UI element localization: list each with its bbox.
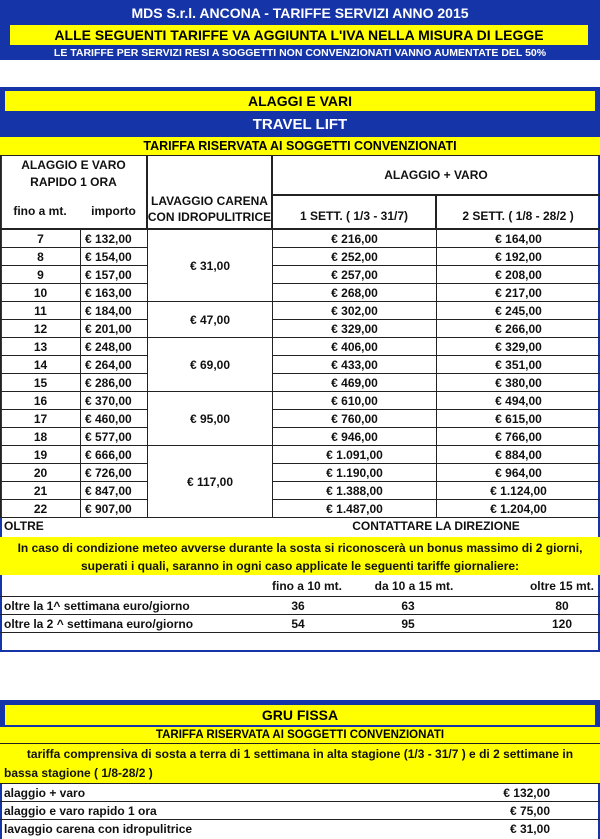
wash-price-cell: € 95,00 <box>148 392 273 446</box>
rapid-price-cell: € 248,00 <box>81 338 148 356</box>
sett2-price-cell: € 266,00 <box>437 320 600 338</box>
table-row <box>1 482 600 500</box>
sett2-price-cell: € 245,00 <box>437 302 600 320</box>
table-row <box>1 392 600 410</box>
length-cell: 20 <box>1 464 81 482</box>
length-cell: 8 <box>1 248 81 266</box>
table-row <box>1 230 600 248</box>
sett2-price-cell: € 964,00 <box>437 464 600 482</box>
daily-row-week1-value-10: 36 <box>291 598 305 613</box>
daily-row-week1-value-over: 80 <box>555 598 569 613</box>
sett1-price-cell: € 1.487,00 <box>273 500 437 518</box>
daily-row-week2-value-over: 120 <box>551 616 573 631</box>
sett1-price-cell: € 469,00 <box>273 374 437 392</box>
sett2-price-cell: € 615,00 <box>437 410 600 428</box>
oltre-contact-text: CONTATTARE LA DIREZIONE <box>352 519 520 533</box>
rapid-price-cell: € 163,00 <box>81 284 148 302</box>
length-cell: 16 <box>1 392 81 410</box>
amount-header: importo <box>91 204 136 218</box>
sett2-price-cell: € 380,00 <box>437 374 600 392</box>
daily-header-over-15: oltre 15 mt. <box>529 579 594 593</box>
table-row <box>1 410 600 428</box>
sett2-price-cell: € 192,00 <box>437 248 600 266</box>
wash-price-cell: € 47,00 <box>148 302 273 338</box>
sett1-price-cell: € 302,00 <box>273 302 437 320</box>
gru-note-line1: tariffa comprensiva di sosta a terra di 1 settimana in alta stagione (1/3 - 31/7 ) e di 2 settimane in <box>26 747 574 761</box>
sett2-price-cell: € 494,00 <box>437 392 600 410</box>
sett1-price-cell: € 406,00 <box>273 338 437 356</box>
rapid-price-cell: € 132,00 <box>81 230 148 248</box>
rapid-price-cell: € 577,00 <box>81 428 148 446</box>
rapid-price-cell: € 264,00 <box>81 356 148 374</box>
sett1-price-cell: € 257,00 <box>273 266 437 284</box>
gru-item-price: € 132,00 <box>503 785 550 800</box>
rapid-header-line1: ALAGGIO E VARO <box>21 158 126 172</box>
page-title: MDS S.r.l. ANCONA - TARIFFE SERVIZI ANNO 2015 <box>131 5 469 21</box>
gru-item-label: lavaggio carena con idropulitrice <box>4 821 193 836</box>
table-row <box>1 464 600 482</box>
table-row <box>1 284 600 302</box>
table-row <box>1 266 600 284</box>
table-row <box>1 428 600 446</box>
rapid-price-cell: € 847,00 <box>81 482 148 500</box>
sett2-price-cell: € 217,00 <box>437 284 600 302</box>
length-cell: 12 <box>1 320 81 338</box>
wash-price-cell: € 117,00 <box>148 446 273 518</box>
rapid-price-cell: € 370,00 <box>81 392 148 410</box>
rapid-price-cell: € 154,00 <box>81 248 148 266</box>
sett1-header: 1 SETT. ( 1/3 - 31/7) <box>272 195 436 229</box>
gru-note-line2: bassa stagione ( 1/8-28/2 ) <box>4 766 153 780</box>
daily-row-week2-label: oltre la 2 ^ settimana euro/giorno <box>4 616 194 631</box>
rapid-price-cell: € 907,00 <box>81 500 148 518</box>
gru-item-price: € 75,00 <box>509 803 550 818</box>
length-cell: 9 <box>1 266 81 284</box>
length-cell: 17 <box>1 410 81 428</box>
sett2-price-cell: € 1.204,00 <box>437 500 600 518</box>
sett1-price-cell: € 216,00 <box>273 230 437 248</box>
tariff-table <box>0 229 600 518</box>
sett1-price-cell: € 760,00 <box>273 410 437 428</box>
gru-reserved-label: TARIFFA RISERVATA AI SOGGETTI CONVENZIONATI <box>0 727 600 744</box>
alaggi-section-title: ALAGGI E VARI <box>5 91 595 111</box>
length-cell: 14 <box>1 356 81 374</box>
daily-row-week1-label: oltre la 1^ settimana euro/giorno <box>4 598 190 613</box>
length-cell: 7 <box>1 230 81 248</box>
vat-notice: ALLE SEGUENTI TARIFFE VA AGGIUNTA L'IVA NELLA MISURA DI LEGGE <box>10 25 588 45</box>
rapid-price-cell: € 666,00 <box>81 446 148 464</box>
table-row <box>1 338 600 356</box>
length-cell: 11 <box>1 302 81 320</box>
oltre-label: OLTRE <box>4 519 44 533</box>
daily-row-week2-value-15: 95 <box>401 616 415 631</box>
rapid-price-cell: € 201,00 <box>81 320 148 338</box>
table-row <box>1 320 600 338</box>
sett2-header: 2 SETT. ( 1/8 - 28/2 ) <box>436 195 600 229</box>
table-row <box>1 500 600 518</box>
table-row <box>1 356 600 374</box>
length-cell: 15 <box>1 374 81 392</box>
reserved-tariff-label: TARIFFA RISERVATA AI SOGGETTI CONVENZIONATI <box>0 137 600 155</box>
table-row <box>1 248 600 266</box>
rapid-price-cell: € 460,00 <box>81 410 148 428</box>
sett2-price-cell: € 164,00 <box>437 230 600 248</box>
rapid-price-cell: € 286,00 <box>81 374 148 392</box>
gru-item-label: alaggio e varo rapido 1 ora <box>4 803 157 818</box>
sett1-price-cell: € 433,00 <box>273 356 437 374</box>
sett1-price-cell: € 946,00 <box>273 428 437 446</box>
wash-header-line2: CON IDROPULITRICE <box>147 210 272 224</box>
weather-note-line2: superati i quali, saranno in ogni caso applicate le seguenti tariffe giornaliere: <box>80 558 520 573</box>
alaggio-varo-header: ALAGGIO + VARO <box>272 155 600 195</box>
length-cell: 22 <box>1 500 81 518</box>
gru-item-price: € 31,00 <box>509 821 550 836</box>
wash-header-line1: LAVAGGIO CARENA <box>151 194 268 208</box>
wash-price-cell: € 69,00 <box>148 338 273 392</box>
rapid-price-cell: € 184,00 <box>81 302 148 320</box>
travel-lift-subtitle: TRAVEL LIFT <box>252 115 348 133</box>
daily-row-week1-value-15: 63 <box>401 598 415 613</box>
sett2-price-cell: € 351,00 <box>437 356 600 374</box>
length-cell: 19 <box>1 446 81 464</box>
daily-row-week2-value-10: 54 <box>291 616 305 631</box>
sett2-price-cell: € 1.124,00 <box>437 482 600 500</box>
non-convenzionati-notice: LE TARIFFE PER SERVIZI RESI A SOGGETTI NON CONVENZIONATI VANNO AUMENTATE DEL 50% <box>53 47 547 59</box>
table-row <box>1 302 600 320</box>
weather-note-line1: In caso di condizione meteo avverse durante la sosta si riconoscerà un bonus massimo di 2 giorni, <box>17 540 583 555</box>
daily-header-10-15: da 10 a 15 mt. <box>374 579 454 593</box>
length-cell: 18 <box>1 428 81 446</box>
sett2-price-cell: € 208,00 <box>437 266 600 284</box>
sett1-price-cell: € 1.190,00 <box>273 464 437 482</box>
sett2-price-cell: € 766,00 <box>437 428 600 446</box>
gru-fissa-title: GRU FISSA <box>5 705 595 725</box>
sett1-price-cell: € 252,00 <box>273 248 437 266</box>
sett1-price-cell: € 268,00 <box>273 284 437 302</box>
table-row <box>1 374 600 392</box>
gru-item-label: alaggio + varo <box>4 785 86 800</box>
sett1-price-cell: € 1.388,00 <box>273 482 437 500</box>
daily-header-up-to-10: fino a 10 mt. <box>271 579 342 593</box>
sett2-price-cell: € 884,00 <box>437 446 600 464</box>
length-cell: 13 <box>1 338 81 356</box>
sett1-price-cell: € 329,00 <box>273 320 437 338</box>
length-cell: 10 <box>1 284 81 302</box>
wash-price-cell: € 31,00 <box>148 230 273 302</box>
rapid-price-cell: € 726,00 <box>81 464 148 482</box>
length-cell: 21 <box>1 482 81 500</box>
table-row <box>1 446 600 464</box>
length-header: fino a mt. <box>13 204 67 218</box>
sett1-price-cell: € 1.091,00 <box>273 446 437 464</box>
sett1-price-cell: € 610,00 <box>273 392 437 410</box>
rapid-header-line2: RAPIDO 1 ORA <box>30 175 117 189</box>
sett2-price-cell: € 329,00 <box>437 338 600 356</box>
rapid-price-cell: € 157,00 <box>81 266 148 284</box>
